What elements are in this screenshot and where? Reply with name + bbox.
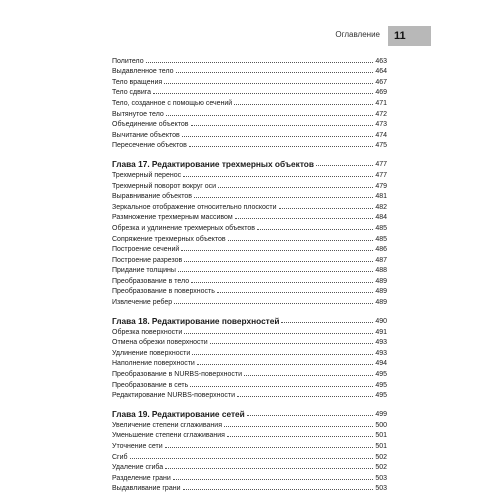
entry-title: Размножение трехмерным массивом: [112, 214, 233, 222]
toc-entry[interactable]: [112, 450, 387, 461]
dot-leader: [184, 261, 373, 262]
entry-page-number: 502: [375, 453, 387, 461]
entry-page-number: 463: [375, 57, 387, 65]
entry-page-number: 477: [375, 171, 387, 179]
toc-entry[interactable]: [112, 253, 387, 264]
toc-entry[interactable]: [112, 471, 387, 482]
table-of-contents: [112, 54, 387, 492]
toc-entry[interactable]: [112, 336, 387, 347]
toc-entry[interactable]: [112, 346, 387, 357]
entry-page-number: 486: [375, 246, 387, 254]
dot-leader: [228, 240, 374, 241]
chapter-page-number: 490: [375, 318, 387, 326]
entry-page-number: 488: [375, 267, 387, 275]
toc-entry[interactable]: [112, 389, 387, 400]
toc-entry[interactable]: [112, 418, 387, 429]
chapter-heading[interactable]: [112, 312, 387, 325]
page-header: [0, 26, 500, 46]
dot-leader: [176, 72, 374, 73]
entry-title: Зеркальное отображение относительно плоскости: [112, 203, 277, 211]
entry-title: Трехмерный перенос: [112, 171, 182, 179]
dot-leader: [178, 271, 373, 272]
dot-leader: [210, 343, 374, 344]
entry-page-number: 491: [375, 328, 387, 336]
entry-title: Обрезка и удлинение трехмерных объектов: [112, 224, 256, 232]
toc-entry[interactable]: [112, 243, 387, 254]
dot-leader: [218, 187, 373, 188]
dot-leader: [165, 447, 374, 448]
toc-entry[interactable]: [112, 274, 387, 285]
dot-leader: [257, 229, 373, 230]
entry-title: Объединение объектов: [112, 121, 189, 129]
entry-title: Политело: [112, 57, 144, 65]
dot-leader: [153, 93, 373, 94]
entry-page-number: 473: [375, 121, 387, 129]
entry-page-number: 485: [375, 235, 387, 243]
entry-page-number: 479: [375, 182, 387, 190]
entry-page-number: 489: [375, 288, 387, 296]
entry-title: Уточнение сети: [112, 443, 163, 450]
dot-leader: [281, 322, 373, 323]
entry-page-number: 475: [375, 142, 387, 150]
entry-title: Тело сдвига: [112, 89, 152, 97]
dot-leader: [166, 115, 374, 116]
toc-entry[interactable]: [112, 325, 387, 336]
entry-page-number: 481: [375, 193, 387, 201]
entry-title: Выравнивание объектов: [112, 193, 192, 201]
entry-title: Пересечение объектов: [112, 142, 187, 150]
dot-leader: [191, 282, 373, 283]
section-title: Оглавление: [335, 30, 380, 39]
entry-title: Преобразование в сеть: [112, 381, 189, 389]
chapter-page-number: 477: [375, 161, 387, 169]
dot-leader: [316, 165, 373, 166]
entry-page-number: 484: [375, 214, 387, 222]
dot-leader: [173, 479, 374, 480]
chapter-heading[interactable]: [112, 405, 387, 418]
chapter-heading[interactable]: [112, 155, 387, 168]
dot-leader: [192, 354, 373, 355]
entry-title: Удлинение поверхности: [112, 349, 191, 357]
toc-entry[interactable]: [112, 200, 387, 211]
dot-leader: [183, 489, 374, 490]
dot-leader: [191, 125, 374, 126]
entry-title: Преобразование в тело: [112, 277, 190, 285]
toc-entry[interactable]: [112, 107, 387, 118]
toc-entry[interactable]: [112, 128, 387, 139]
dot-leader: [234, 104, 373, 105]
entry-title: Выдавленное тело: [112, 68, 174, 76]
chapter-title: Глава 18. Редактирование поверхностей: [112, 315, 280, 326]
toc-entry[interactable]: [112, 482, 387, 493]
entry-page-number: 471: [375, 99, 387, 107]
entry-page-number: 501: [375, 432, 387, 440]
entry-page-number: 501: [375, 443, 387, 450]
entry-page-number: 474: [375, 131, 387, 139]
entry-page-number: 493: [375, 339, 387, 347]
toc-entry[interactable]: [112, 221, 387, 232]
entry-page-number: 487: [375, 256, 387, 264]
entry-title: Тело, созданное с помощью сечений: [112, 99, 233, 107]
toc-entry[interactable]: [112, 285, 387, 296]
entry-title: Уменьшение степени сглаживания: [112, 432, 225, 440]
entry-page-number: 464: [375, 68, 387, 76]
entry-title: Построение разрезов: [112, 256, 183, 264]
page-number-badge: 11: [388, 26, 431, 46]
entry-page-number: 489: [375, 277, 387, 285]
entry-page-number: 467: [375, 78, 387, 86]
dot-leader: [146, 62, 374, 63]
toc-entry[interactable]: [112, 179, 387, 190]
toc-entry[interactable]: [112, 96, 387, 107]
dot-leader: [190, 386, 373, 387]
toc-entry[interactable]: [112, 139, 387, 150]
dot-leader: [247, 415, 374, 416]
entry-title: Построение сечений: [112, 246, 180, 254]
toc-entry[interactable]: [112, 439, 387, 450]
dot-leader: [279, 208, 374, 209]
toc-entry[interactable]: [112, 367, 387, 378]
toc-entry[interactable]: [112, 75, 387, 86]
toc-entry[interactable]: [112, 378, 387, 389]
entry-title: Увеличение степени сглаживания: [112, 421, 222, 429]
entry-title: Вытянутое тело: [112, 110, 164, 118]
dot-leader: [164, 83, 373, 84]
toc-entry[interactable]: [112, 65, 387, 76]
entry-title: Удаление сгиба: [112, 464, 164, 472]
entry-title: Сгиб: [112, 453, 128, 461]
dot-leader: [197, 364, 373, 365]
dot-leader: [182, 136, 374, 137]
entry-page-number: 503: [375, 485, 387, 493]
toc-entry[interactable]: [112, 295, 387, 306]
dot-leader: [217, 292, 373, 293]
entry-title: Преобразование в NURBS-поверхности: [112, 371, 243, 379]
chapter-title: Глава 19. Редактирование сетей: [112, 408, 245, 419]
entry-title: Сопряжение трехмерных объектов: [112, 235, 226, 243]
toc-entry[interactable]: [112, 54, 387, 65]
entry-title: Трехмерный поворот вокруг оси: [112, 182, 217, 190]
entry-title: Редактирование NURBS-поверхности: [112, 392, 236, 400]
toc-entry[interactable]: [112, 264, 387, 275]
toc-entry[interactable]: [112, 357, 387, 368]
dot-leader: [174, 303, 373, 304]
entry-page-number: 495: [375, 392, 387, 400]
dot-leader: [227, 436, 373, 437]
entry-page-number: 469: [375, 89, 387, 97]
dot-leader: [235, 218, 374, 219]
dot-leader: [224, 426, 373, 427]
dot-leader: [181, 250, 373, 251]
dot-leader: [189, 146, 373, 147]
entry-title: Тело вращения: [112, 78, 163, 86]
toc-entry[interactable]: [112, 232, 387, 243]
entry-title: Разделение грани: [112, 474, 171, 482]
entry-title: Наполнение поверхности: [112, 360, 195, 368]
dot-leader: [237, 396, 373, 397]
entry-title: Извлечение ребер: [112, 299, 173, 307]
toc-entry[interactable]: [112, 118, 387, 129]
entry-page-number: 485: [375, 224, 387, 232]
toc-entry[interactable]: [112, 86, 387, 97]
dot-leader: [165, 468, 373, 469]
dot-leader: [194, 197, 373, 198]
entry-page-number: 500: [375, 421, 387, 429]
entry-title: Вычитание объектов: [112, 131, 180, 139]
toc-entry[interactable]: [112, 190, 387, 201]
entry-page-number: 502: [375, 464, 387, 472]
entry-title: Преобразование в поверхность: [112, 288, 215, 296]
toc-entry[interactable]: [112, 211, 387, 222]
entry-title: Обрезка поверхности: [112, 328, 183, 336]
dot-leader: [183, 176, 373, 177]
toc-entry[interactable]: [112, 429, 387, 440]
entry-page-number: 495: [375, 381, 387, 389]
dot-leader: [244, 375, 373, 376]
dot-leader: [184, 333, 373, 334]
entry-page-number: 489: [375, 299, 387, 307]
entry-page-number: 493: [375, 349, 387, 357]
entry-page-number: 495: [375, 371, 387, 379]
entry-page-number: 472: [375, 110, 387, 118]
entry-page-number: 503: [375, 474, 387, 482]
entry-title: Придание толщины: [112, 267, 176, 275]
entry-title: Отмена обрезки поверхности: [112, 339, 208, 347]
entry-title: Выдавливание грани: [112, 485, 181, 493]
chapter-title: Глава 17. Редактирование трехмерных объектов: [112, 159, 314, 170]
toc-entry[interactable]: [112, 168, 387, 179]
dot-leader: [130, 458, 374, 459]
entry-page-number: 494: [375, 360, 387, 368]
entry-page-number: 482: [375, 203, 387, 211]
toc-entry[interactable]: [112, 461, 387, 472]
chapter-page-number: 499: [375, 411, 387, 419]
